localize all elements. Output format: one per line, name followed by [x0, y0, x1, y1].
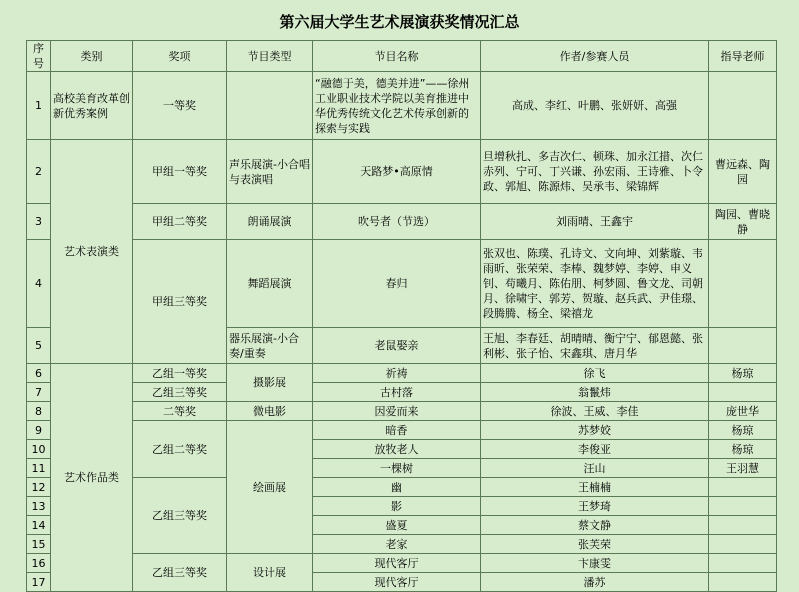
cell-type: 设计展	[227, 554, 313, 592]
cell-people: 翁鬣炜	[481, 383, 709, 402]
cell-category: 艺术作品类	[51, 364, 133, 592]
cell-teacher: 庞世华	[709, 402, 777, 421]
cell-no: 5	[27, 328, 51, 364]
cell-teacher	[709, 497, 777, 516]
cell-people: 张芙荣	[481, 535, 709, 554]
cell-name: 因爱而来	[313, 402, 481, 421]
cell-people: 张双也、陈璞、孔诗文、文向坤、刘紫璇、韦雨昕、张荣荣、李棒、魏梦婷、李婷、申义钊、苟曦月、陈佑朋、柯梦圆、鲁文龙、司朝月、徐啸宇、郭芳、贺璇、赵兵武、尹佳璟、段腾腾、杨全、梁禧龙	[481, 240, 709, 328]
award-table	[26, 40, 777, 592]
cell-name: 古村落	[313, 383, 481, 402]
cell-name: 现代客厅	[313, 554, 481, 573]
cell-award: 二等奖	[133, 402, 227, 421]
cell-name: “融德于美，德美并进”——徐州工业职业技术学院以美育推进中华优秀传统文化艺术传承创新的探索与实践	[313, 72, 481, 140]
cell-no: 6	[27, 364, 51, 383]
cell-people: 王旭、李春廷、胡晴晴、衡宁宁、郁恩懿、张利彬、张子怡、宋鑫琪、唐月华	[481, 328, 709, 364]
cell-teacher: 杨琼	[709, 364, 777, 383]
cell-people: 苏梦姣	[481, 421, 709, 440]
header-category: 类别	[51, 41, 133, 72]
cell-teacher	[709, 535, 777, 554]
cell-type: 器乐展演-小合奏/重奏	[227, 328, 313, 364]
header-no: 序号	[27, 41, 51, 72]
cell-no: 14	[27, 516, 51, 535]
cell-teacher	[709, 573, 777, 592]
cell-name: 春归	[313, 240, 481, 328]
cell-no: 11	[27, 459, 51, 478]
cell-people: 王楠楠	[481, 478, 709, 497]
cell-type	[227, 72, 313, 140]
cell-no: 15	[27, 535, 51, 554]
cell-teacher	[709, 240, 777, 328]
cell-name: 吹号者（节选）	[313, 204, 481, 240]
table-row	[27, 240, 777, 328]
cell-teacher	[709, 383, 777, 402]
cell-no: 10	[27, 440, 51, 459]
cell-name: 天路梦•高原情	[313, 140, 481, 204]
cell-people: 徐飞	[481, 364, 709, 383]
cell-award: 甲组三等奖	[133, 240, 227, 364]
cell-teacher: 陶园、曹晓静	[709, 204, 777, 240]
cell-award: 一等奖	[133, 72, 227, 140]
cell-type: 声乐展演-小合唱与表演唱	[227, 140, 313, 204]
cell-people: 王梦琦	[481, 497, 709, 516]
cell-no: 9	[27, 421, 51, 440]
cell-name: 幽	[313, 478, 481, 497]
cell-category: 高校美育改革创新优秀案例	[51, 72, 133, 140]
cell-no: 3	[27, 204, 51, 240]
cell-award: 甲组二等奖	[133, 204, 227, 240]
table-row	[27, 383, 777, 402]
cell-name: 放牧老人	[313, 440, 481, 459]
cell-name: 影	[313, 497, 481, 516]
cell-name: 盛夏	[313, 516, 481, 535]
cell-no: 16	[27, 554, 51, 573]
table-header-row	[27, 41, 777, 72]
cell-award: 甲组一等奖	[133, 140, 227, 204]
cell-people: 高成、李红、叶鹏、张妍妍、高强	[481, 72, 709, 140]
cell-type: 朗诵展演	[227, 204, 313, 240]
cell-people: 汪山	[481, 459, 709, 478]
header-people: 作者/参赛人员	[481, 41, 709, 72]
cell-teacher	[709, 72, 777, 140]
cell-no: 1	[27, 72, 51, 140]
cell-award: 乙组一等奖	[133, 364, 227, 383]
cell-no: 8	[27, 402, 51, 421]
cell-teacher	[709, 516, 777, 535]
cell-no: 13	[27, 497, 51, 516]
cell-type: 舞蹈展演	[227, 240, 313, 328]
page-title: 第六届大学生艺术展演获奖情况汇总	[279, 13, 520, 31]
cell-no: 7	[27, 383, 51, 402]
cell-no: 17	[27, 573, 51, 592]
cell-teacher	[709, 478, 777, 497]
cell-type: 微电影	[227, 402, 313, 421]
cell-people: 徐波、王威、李佳	[481, 402, 709, 421]
cell-people: 旦增秋扎、多吉次仁、顿珠、加永江措、次仁赤列、宁可、丁兴谦、孙宏雨、王诗雅、卜令政、郭旭、陈源炜、吴承韦、梁锦辉	[481, 140, 709, 204]
cell-name: 现代客厅	[313, 573, 481, 592]
cell-no: 2	[27, 140, 51, 204]
cell-award: 乙组三等奖	[133, 554, 227, 592]
cell-no: 4	[27, 240, 51, 328]
header-type: 节目类型	[227, 41, 313, 72]
cell-teacher: 杨琼	[709, 440, 777, 459]
cell-type: 摄影展	[227, 364, 313, 402]
cell-award: 乙组三等奖	[133, 383, 227, 402]
table-row	[27, 364, 777, 383]
cell-teacher: 王羽慧	[709, 459, 777, 478]
cell-teacher: 杨琼	[709, 421, 777, 440]
cell-type: 绘画展	[227, 421, 313, 554]
cell-name: 祈祷	[313, 364, 481, 383]
table-row	[27, 72, 777, 140]
table-row	[27, 402, 777, 421]
table-row	[27, 554, 777, 573]
cell-people: 蔡文静	[481, 516, 709, 535]
header-award: 奖项	[133, 41, 227, 72]
cell-name: 老鼠娶亲	[313, 328, 481, 364]
cell-award: 乙组三等奖	[133, 478, 227, 554]
table-row	[27, 421, 777, 440]
table-row	[27, 478, 777, 497]
header-name: 节目名称	[313, 41, 481, 72]
cell-people: 刘雨晴、王鑫宇	[481, 204, 709, 240]
header-teacher: 指导老师	[709, 41, 777, 72]
cell-award: 乙组二等奖	[133, 421, 227, 478]
cell-teacher	[709, 328, 777, 364]
cell-people: 潘苏	[481, 573, 709, 592]
table-row	[27, 140, 777, 204]
cell-name: 暗香	[313, 421, 481, 440]
cell-category: 艺术表演类	[51, 140, 133, 364]
cell-people: 李俊亚	[481, 440, 709, 459]
cell-name: 老家	[313, 535, 481, 554]
cell-name: 一棵树	[313, 459, 481, 478]
table-row	[27, 204, 777, 240]
cell-teacher	[709, 554, 777, 573]
cell-people: 卞康雯	[481, 554, 709, 573]
cell-no: 12	[27, 478, 51, 497]
cell-teacher: 曹远森、陶园	[709, 140, 777, 204]
